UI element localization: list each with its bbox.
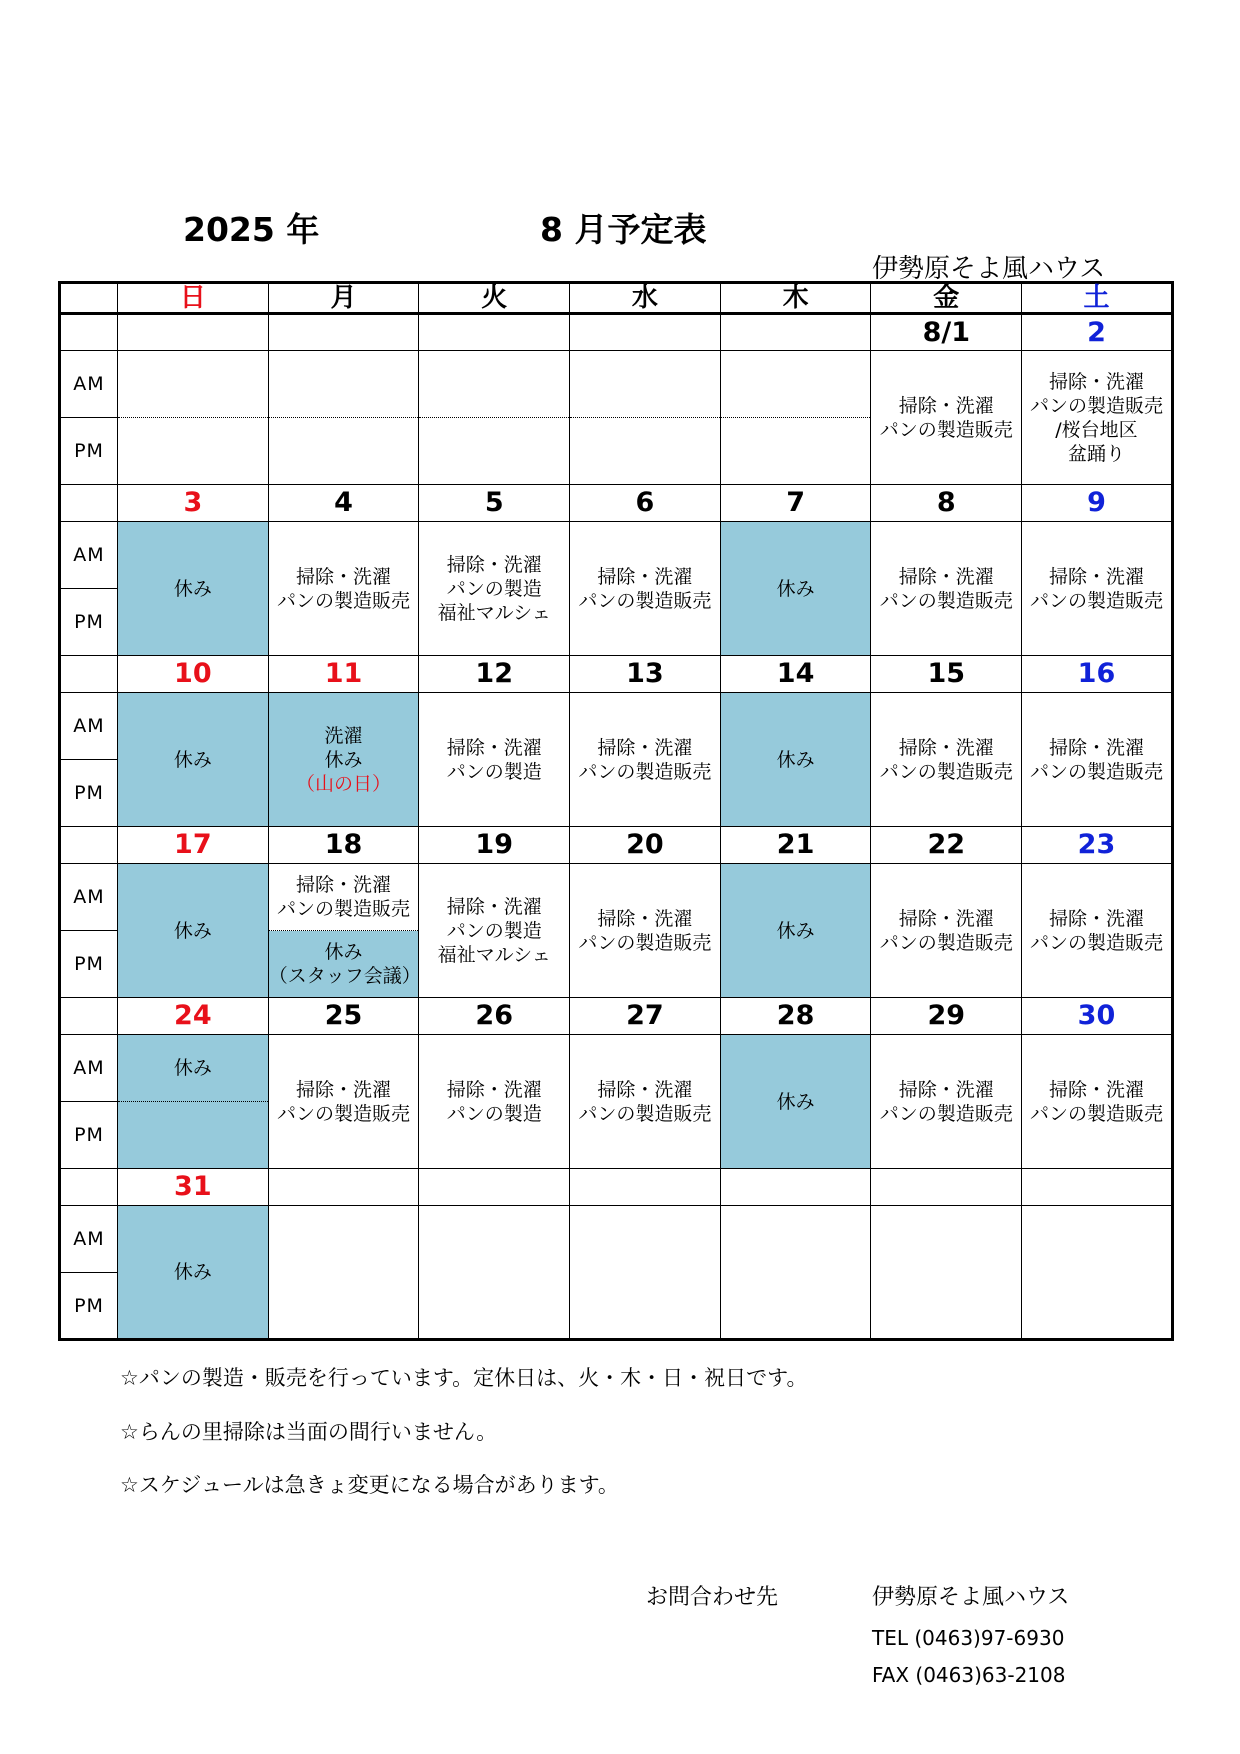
schedule-text: パンの製造 bbox=[446, 760, 542, 783]
schedule-text: 掃除・洗濯 bbox=[446, 1078, 542, 1101]
date-cell: 24 bbox=[118, 998, 269, 1035]
date-cell: 8/1 bbox=[871, 314, 1022, 351]
week-6-am-row bbox=[60, 1206, 1173, 1273]
schedule-text: パンの製造販売 bbox=[1029, 931, 1163, 954]
am-label: AM bbox=[60, 1035, 118, 1102]
schedule-cell bbox=[1022, 693, 1173, 827]
weekday-fri: 金 bbox=[871, 283, 1022, 314]
week-2-date-row bbox=[60, 485, 1173, 522]
schedule-text: 休み bbox=[776, 577, 815, 600]
schedule-cell bbox=[1022, 1206, 1173, 1340]
schedule-text: パンの製造販売 bbox=[277, 898, 411, 920]
organization-name: 伊勢原そよ風ハウス bbox=[872, 254, 1106, 284]
schedule-text: 休み bbox=[173, 1057, 212, 1079]
date-cell bbox=[118, 314, 269, 351]
rest-day-cell bbox=[720, 693, 871, 827]
week-1-am-row bbox=[60, 351, 1173, 418]
date-cell bbox=[720, 314, 871, 351]
schedule-text: 掃除・洗濯 bbox=[446, 895, 542, 918]
date-label-cell bbox=[60, 827, 118, 864]
schedule-text: 掃除・洗濯 bbox=[597, 565, 693, 588]
schedule-cell bbox=[720, 351, 871, 418]
schedule-cell bbox=[268, 418, 419, 485]
schedule-text: 掃除・洗濯 bbox=[597, 1078, 693, 1101]
date-cell: 6 bbox=[570, 485, 721, 522]
holiday-name: （山の日） bbox=[296, 772, 392, 795]
date-cell: 5 bbox=[419, 485, 570, 522]
schedule-cell bbox=[871, 693, 1022, 827]
date-cell: 22 bbox=[871, 827, 1022, 864]
schedule-cell bbox=[268, 1206, 419, 1340]
schedule-cell bbox=[419, 522, 570, 656]
date-cell: 20 bbox=[570, 827, 721, 864]
rest-day-cell bbox=[118, 693, 269, 827]
rest-day-cell bbox=[720, 864, 871, 998]
week-3-am-row bbox=[60, 693, 1173, 760]
date-cell: 23 bbox=[1022, 827, 1173, 864]
date-cell: 31 bbox=[118, 1169, 269, 1206]
date-cell bbox=[268, 314, 419, 351]
weekday-header-row bbox=[60, 283, 1173, 314]
title-year: 2025 年 bbox=[183, 210, 320, 249]
schedule-cell bbox=[570, 693, 721, 827]
weekday-sun: 日 bbox=[118, 283, 269, 314]
schedule-text: 掃除・洗濯 bbox=[898, 565, 994, 588]
date-cell: 25 bbox=[268, 998, 419, 1035]
schedule-cell bbox=[1022, 351, 1173, 485]
schedule-text: パンの製造販売 bbox=[578, 1102, 712, 1125]
schedule-text: パンの製造販売 bbox=[578, 760, 712, 783]
schedule-text: 掃除・洗濯 bbox=[597, 736, 693, 759]
schedule-cell bbox=[570, 1206, 721, 1340]
schedule-text: パンの製造 bbox=[446, 577, 542, 600]
schedule-text: パンの製造販売 bbox=[1029, 394, 1163, 417]
schedule-cell bbox=[720, 1206, 871, 1340]
week-5-date-row bbox=[60, 998, 1173, 1035]
weekday-mon: 月 bbox=[268, 283, 419, 314]
schedule-cell bbox=[871, 1035, 1022, 1169]
schedule-text: 掃除・洗濯 bbox=[898, 1078, 994, 1101]
schedule-text: パンの製造販売 bbox=[578, 931, 712, 954]
week-4-date-row bbox=[60, 827, 1173, 864]
schedule-cell bbox=[570, 522, 721, 656]
date-label-cell bbox=[60, 314, 118, 351]
schedule-text: 福祉マルシェ bbox=[437, 943, 551, 966]
schedule-cell bbox=[268, 351, 419, 418]
rest-day-cell bbox=[720, 522, 871, 656]
schedule-text: 掃除・洗濯 bbox=[1048, 736, 1144, 759]
date-label-cell bbox=[60, 1169, 118, 1206]
schedule-cell bbox=[871, 522, 1022, 656]
rest-cell-pm bbox=[268, 931, 419, 998]
week-2-am-row bbox=[60, 522, 1173, 589]
schedule-text: パンの製造販売 bbox=[1029, 760, 1163, 783]
week-1-date-row bbox=[60, 314, 1173, 351]
pm-label: PM bbox=[60, 760, 118, 827]
am-label: AM bbox=[60, 351, 118, 418]
contact-fax: FAX (0463)63-2108 bbox=[872, 1663, 1066, 1687]
date-cell: 15 bbox=[871, 656, 1022, 693]
am-label: AM bbox=[60, 1206, 118, 1273]
schedule-text: パンの製造販売 bbox=[277, 1102, 411, 1125]
schedule-cell bbox=[419, 418, 570, 485]
week-5-am-row bbox=[60, 1035, 1173, 1102]
schedule-text: 休み bbox=[324, 941, 363, 963]
date-cell: 29 bbox=[871, 998, 1022, 1035]
schedule-text: パンの製造販売 bbox=[1029, 1102, 1163, 1125]
week-4-am-row bbox=[60, 864, 1173, 931]
rest-day-cell bbox=[118, 864, 269, 998]
schedule-text: 掃除・洗濯 bbox=[1048, 565, 1144, 588]
schedule-text: パンの製造販売 bbox=[879, 931, 1013, 954]
schedule-cell bbox=[419, 864, 570, 998]
date-cell: 13 bbox=[570, 656, 721, 693]
schedule-text: 休み bbox=[173, 577, 212, 600]
schedule-cell-am bbox=[268, 864, 419, 931]
date-cell bbox=[419, 1169, 570, 1206]
date-cell: 17 bbox=[118, 827, 269, 864]
pm-label: PM bbox=[60, 418, 118, 485]
am-label: AM bbox=[60, 522, 118, 589]
date-label-cell bbox=[60, 998, 118, 1035]
pm-label: PM bbox=[60, 589, 118, 656]
schedule-calendar bbox=[58, 281, 1174, 1341]
schedule-cell bbox=[871, 351, 1022, 485]
rest-cell-pm bbox=[118, 1102, 269, 1169]
schedule-text: 掃除・洗濯 bbox=[1048, 907, 1144, 930]
date-cell: 16 bbox=[1022, 656, 1173, 693]
schedule-cell bbox=[268, 1035, 419, 1169]
header-corner bbox=[60, 283, 118, 314]
schedule-text: 掃除・洗濯 bbox=[446, 553, 542, 576]
date-label-cell bbox=[60, 485, 118, 522]
schedule-cell bbox=[118, 351, 269, 418]
schedule-cell bbox=[570, 351, 721, 418]
schedule-text: （スタッフ会議） bbox=[268, 965, 421, 987]
schedule-text: 掃除・洗濯 bbox=[446, 736, 542, 759]
schedule-cell bbox=[419, 351, 570, 418]
date-cell: 7 bbox=[720, 485, 871, 522]
schedule-text: パンの製造販売 bbox=[578, 589, 712, 612]
weekday-tue: 火 bbox=[419, 283, 570, 314]
contact-phone: TEL (0463)97-6930 bbox=[872, 1626, 1065, 1650]
date-cell: 18 bbox=[268, 827, 419, 864]
schedule-cell bbox=[419, 1206, 570, 1340]
schedule-text: パンの製造 bbox=[446, 919, 542, 942]
pm-label: PM bbox=[60, 1102, 118, 1169]
rest-day-cell bbox=[118, 522, 269, 656]
date-cell: 8 bbox=[871, 485, 1022, 522]
schedule-text: 休み bbox=[173, 748, 212, 771]
schedule-text: 掃除・洗濯 bbox=[1048, 370, 1144, 393]
date-cell: 30 bbox=[1022, 998, 1173, 1035]
rest-cell-am bbox=[118, 1035, 269, 1102]
date-cell: 26 bbox=[419, 998, 570, 1035]
schedule-cell bbox=[570, 864, 721, 998]
schedule-text: 掃除・洗濯 bbox=[1048, 1078, 1144, 1101]
schedule-cell bbox=[419, 693, 570, 827]
note-3: ☆スケジュールは急きょ変更になる場合があります。 bbox=[120, 1473, 619, 1497]
date-cell: 19 bbox=[419, 827, 570, 864]
date-cell bbox=[570, 1169, 721, 1206]
schedule-text: 掃除・洗濯 bbox=[296, 565, 392, 588]
title-month: 8 月予定表 bbox=[540, 210, 707, 249]
schedule-cell bbox=[419, 1035, 570, 1169]
schedule-text: 休み bbox=[776, 919, 815, 942]
schedule-cell bbox=[1022, 864, 1173, 998]
schedule-cell bbox=[871, 864, 1022, 998]
weekday-thu: 木 bbox=[720, 283, 871, 314]
contact-label: お問合わせ先 bbox=[646, 1585, 779, 1610]
date-cell: 27 bbox=[570, 998, 721, 1035]
rest-day-cell bbox=[118, 1206, 269, 1340]
schedule-text: /桜台地区 bbox=[1055, 418, 1138, 441]
date-cell: 12 bbox=[419, 656, 570, 693]
note-1: ☆パンの製造・販売を行っています。定休日は、火・木・日・祝日です。 bbox=[120, 1366, 808, 1390]
date-cell: 21 bbox=[720, 827, 871, 864]
date-cell: 2 bbox=[1022, 314, 1173, 351]
schedule-text: パンの製造販売 bbox=[879, 589, 1013, 612]
date-cell: 4 bbox=[268, 485, 419, 522]
schedule-text: 掃除・洗濯 bbox=[898, 394, 994, 417]
schedule-cell bbox=[720, 418, 871, 485]
date-cell-holiday: 11 bbox=[268, 656, 419, 693]
contact-organization: 伊勢原そよ風ハウス bbox=[872, 1585, 1070, 1610]
weekday-sat: 土 bbox=[1022, 283, 1173, 314]
date-label-cell bbox=[60, 656, 118, 693]
date-cell bbox=[1022, 1169, 1173, 1206]
schedule-text: 掃除・洗濯 bbox=[597, 907, 693, 930]
date-cell: 3 bbox=[118, 485, 269, 522]
schedule-text: 掃除・洗濯 bbox=[898, 736, 994, 759]
schedule-text: パンの製造 bbox=[446, 1102, 542, 1125]
schedule-text: パンの製造販売 bbox=[277, 589, 411, 612]
pm-label: PM bbox=[60, 1273, 118, 1340]
schedule-text: 掃除・洗濯 bbox=[296, 1078, 392, 1101]
date-cell bbox=[570, 314, 721, 351]
schedule-cell bbox=[1022, 1035, 1173, 1169]
schedule-cell bbox=[1022, 522, 1173, 656]
am-label: AM bbox=[60, 693, 118, 760]
schedule-cell bbox=[570, 1035, 721, 1169]
schedule-cell bbox=[871, 1206, 1022, 1340]
week-6-date-row bbox=[60, 1169, 1173, 1206]
schedule-text: 福祉マルシェ bbox=[437, 601, 551, 624]
date-cell bbox=[871, 1169, 1022, 1206]
schedule-text: 休み bbox=[173, 919, 212, 942]
date-cell: 28 bbox=[720, 998, 871, 1035]
note-2: ☆らんの里掃除は当面の間行いません。 bbox=[120, 1420, 498, 1444]
date-cell: 9 bbox=[1022, 485, 1173, 522]
schedule-text: 休み bbox=[776, 1090, 815, 1113]
weekday-wed: 水 bbox=[570, 283, 721, 314]
schedule-text: パンの製造販売 bbox=[879, 760, 1013, 783]
schedule-cell bbox=[570, 418, 721, 485]
date-cell bbox=[720, 1169, 871, 1206]
date-cell: 14 bbox=[720, 656, 871, 693]
schedule-text: 休み bbox=[776, 748, 815, 771]
pm-label: PM bbox=[60, 931, 118, 998]
date-cell: 10 bbox=[118, 656, 269, 693]
am-label: AM bbox=[60, 864, 118, 931]
schedule-text: 休み bbox=[173, 1261, 212, 1283]
date-cell bbox=[268, 1169, 419, 1206]
schedule-cell bbox=[118, 418, 269, 485]
schedule-text: パンの製造販売 bbox=[879, 1102, 1013, 1125]
schedule-text: 休み bbox=[324, 748, 363, 771]
schedule-text: 洗濯 bbox=[324, 724, 363, 747]
holiday-cell bbox=[268, 693, 419, 827]
rest-day-cell bbox=[720, 1035, 871, 1169]
schedule-text: 盆踊り bbox=[1067, 442, 1125, 465]
schedule-text: 掃除・洗濯 bbox=[296, 874, 392, 896]
schedule-text: パンの製造販売 bbox=[879, 418, 1013, 441]
schedule-cell bbox=[268, 522, 419, 656]
schedule-text: パンの製造販売 bbox=[1029, 589, 1163, 612]
week-3-date-row bbox=[60, 656, 1173, 693]
date-cell bbox=[419, 314, 570, 351]
schedule-text: 掃除・洗濯 bbox=[898, 907, 994, 930]
